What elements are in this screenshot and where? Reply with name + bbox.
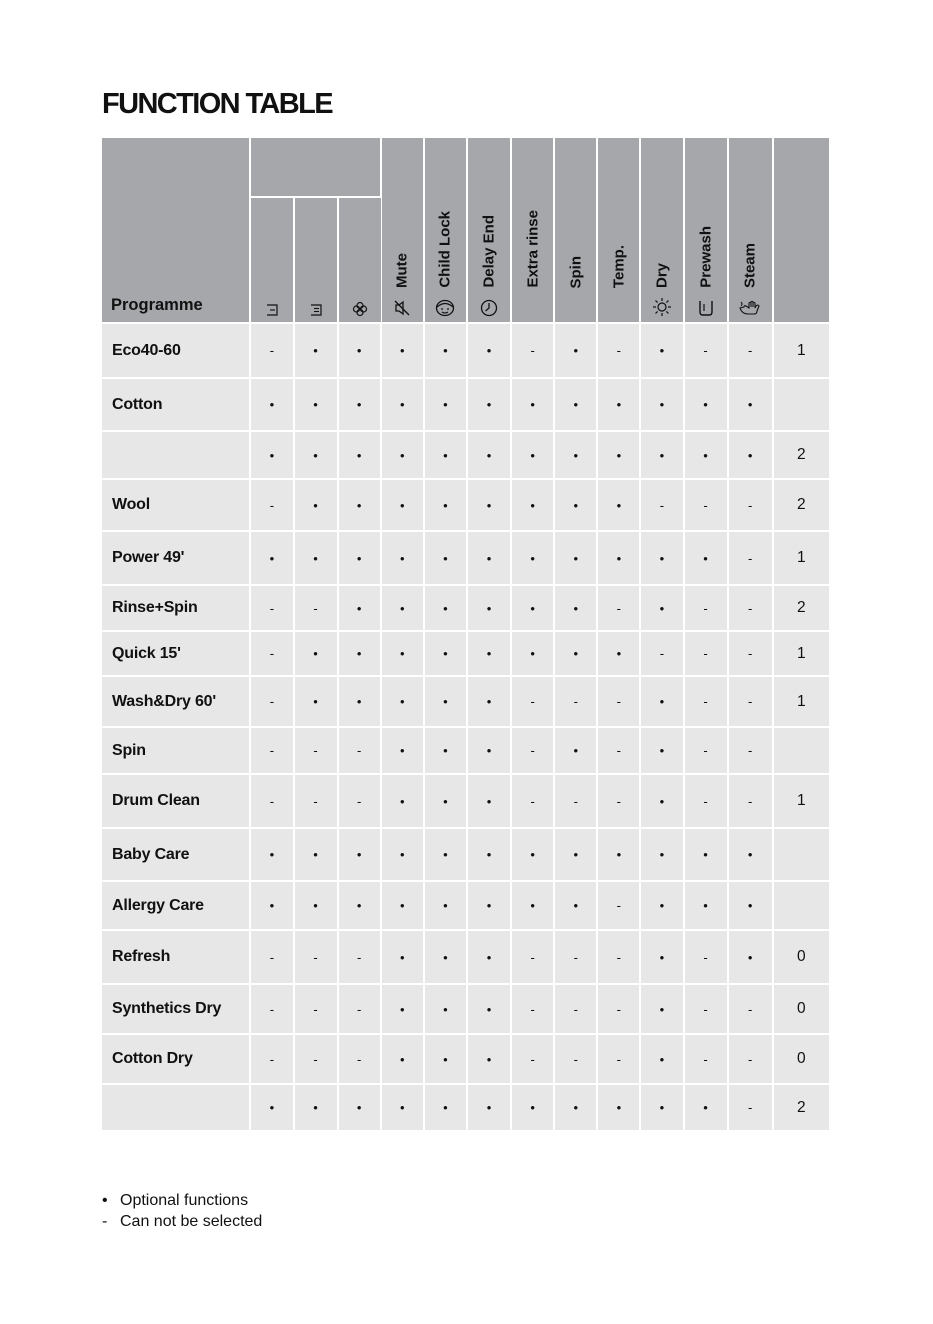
function-cell: • bbox=[381, 585, 424, 631]
function-cell: - bbox=[250, 1034, 293, 1084]
function-cell: • bbox=[424, 881, 467, 930]
function-cell: • bbox=[338, 585, 381, 631]
function-cell: - bbox=[250, 984, 293, 1034]
function-cell: • bbox=[381, 676, 424, 727]
programme-name: Refresh bbox=[102, 930, 250, 984]
function-cell: • bbox=[338, 676, 381, 727]
table-row bbox=[102, 774, 829, 828]
function-cell: - bbox=[684, 585, 728, 631]
function-cell: - bbox=[250, 930, 293, 984]
function-cell: - bbox=[728, 479, 773, 531]
function-cell: • bbox=[554, 531, 597, 585]
function-table bbox=[102, 138, 829, 1132]
function-cell: - bbox=[684, 1034, 728, 1084]
function-cell: • bbox=[381, 727, 424, 774]
function-cell: - bbox=[250, 323, 293, 378]
function-cell: - bbox=[684, 323, 728, 378]
programme-number bbox=[773, 378, 829, 431]
function-cell: - bbox=[554, 984, 597, 1034]
function-cell: - bbox=[250, 479, 293, 531]
table-row bbox=[102, 828, 829, 881]
function-cell: • bbox=[728, 881, 773, 930]
function-cell: • bbox=[338, 479, 381, 531]
function-cell: • bbox=[381, 1084, 424, 1131]
programme-name: Rinse+Spin bbox=[102, 585, 250, 631]
function-cell: - bbox=[684, 479, 728, 531]
function-cell: • bbox=[250, 1084, 293, 1131]
table-row bbox=[102, 531, 829, 585]
function-cell: - bbox=[728, 1034, 773, 1084]
programme-number: 1 bbox=[773, 631, 829, 676]
function-cell: • bbox=[511, 828, 554, 881]
function-cell: • bbox=[294, 479, 338, 531]
function-cell: • bbox=[294, 631, 338, 676]
programme-number: 2 bbox=[773, 1084, 829, 1131]
function-cell: • bbox=[381, 930, 424, 984]
function-cell: - bbox=[511, 727, 554, 774]
function-cell: • bbox=[554, 1084, 597, 1131]
function-cell: - bbox=[554, 930, 597, 984]
compartment-1-header bbox=[250, 197, 293, 323]
function-cell: • bbox=[338, 323, 381, 378]
programme-name: Eco40-60 bbox=[102, 323, 250, 378]
programme-number: 2 bbox=[773, 585, 829, 631]
function-cell: • bbox=[338, 431, 381, 479]
function-cell: • bbox=[640, 323, 683, 378]
table-row bbox=[102, 479, 829, 531]
table-row bbox=[102, 984, 829, 1034]
function-cell: • bbox=[381, 631, 424, 676]
child-face-icon bbox=[435, 299, 455, 317]
function-cell: • bbox=[467, 727, 511, 774]
programme-name bbox=[102, 1084, 250, 1131]
function-cell: • bbox=[338, 1084, 381, 1131]
function-cell: - bbox=[250, 631, 293, 676]
function-cell: • bbox=[640, 930, 683, 984]
function-cell: • bbox=[424, 479, 467, 531]
function-cell: - bbox=[511, 323, 554, 378]
function-cell: • bbox=[381, 431, 424, 479]
programme-name: Allergy Care bbox=[102, 881, 250, 930]
function-cell: • bbox=[294, 323, 338, 378]
function-cell: • bbox=[424, 774, 467, 828]
function-cell: • bbox=[381, 531, 424, 585]
function-cell: - bbox=[684, 631, 728, 676]
function-cell: • bbox=[381, 881, 424, 930]
function-cell: • bbox=[424, 323, 467, 378]
function-cell: • bbox=[640, 585, 683, 631]
function-cell: • bbox=[467, 323, 511, 378]
compartment-2-header bbox=[294, 197, 338, 323]
function-cell: • bbox=[467, 1084, 511, 1131]
child-lock-header: Child Lock bbox=[424, 138, 467, 323]
function-cell: - bbox=[597, 727, 640, 774]
function-cell: • bbox=[250, 431, 293, 479]
function-cell: - bbox=[684, 774, 728, 828]
function-cell: - bbox=[597, 881, 640, 930]
table-row bbox=[102, 1034, 829, 1084]
function-cell: • bbox=[294, 1084, 338, 1131]
function-cell: - bbox=[338, 930, 381, 984]
steam-header: Steam bbox=[728, 138, 773, 323]
function-cell: • bbox=[597, 828, 640, 881]
function-cell: • bbox=[554, 585, 597, 631]
function-cell: - bbox=[684, 930, 728, 984]
function-cell: • bbox=[511, 479, 554, 531]
function-cell: • bbox=[640, 1034, 683, 1084]
function-cell: • bbox=[467, 531, 511, 585]
function-cell: - bbox=[554, 1034, 597, 1084]
function-cell: • bbox=[511, 431, 554, 479]
function-cell: - bbox=[597, 676, 640, 727]
function-cell: - bbox=[294, 727, 338, 774]
function-cell: • bbox=[381, 479, 424, 531]
function-cell: • bbox=[294, 828, 338, 881]
function-cell: • bbox=[467, 585, 511, 631]
function-cell: - bbox=[684, 676, 728, 727]
function-cell: - bbox=[597, 984, 640, 1034]
programme-number: 2 bbox=[773, 479, 829, 531]
function-cell: - bbox=[728, 531, 773, 585]
function-cell: - bbox=[597, 774, 640, 828]
legend bbox=[102, 1190, 262, 1232]
function-cell: • bbox=[467, 378, 511, 431]
function-cell: • bbox=[554, 323, 597, 378]
function-cell: - bbox=[640, 631, 683, 676]
function-cell: • bbox=[511, 585, 554, 631]
programme-number: 1 bbox=[773, 323, 829, 378]
function-cell: • bbox=[467, 479, 511, 531]
function-cell: - bbox=[511, 984, 554, 1034]
function-cell: - bbox=[294, 984, 338, 1034]
compartment-3-header bbox=[338, 197, 381, 323]
function-cell: • bbox=[728, 930, 773, 984]
function-cell: • bbox=[467, 631, 511, 676]
table-row bbox=[102, 585, 829, 631]
function-cell: • bbox=[424, 431, 467, 479]
function-cell: - bbox=[250, 774, 293, 828]
function-cell: - bbox=[728, 323, 773, 378]
function-cell: • bbox=[728, 431, 773, 479]
function-cell: • bbox=[467, 828, 511, 881]
function-cell: • bbox=[554, 828, 597, 881]
function-cell: • bbox=[467, 774, 511, 828]
function-cell: - bbox=[511, 930, 554, 984]
mute-header: Mute bbox=[381, 138, 424, 323]
function-cell: • bbox=[554, 727, 597, 774]
programme-name: Power 49' bbox=[102, 531, 250, 585]
function-cell: • bbox=[640, 1084, 683, 1131]
function-cell: - bbox=[294, 585, 338, 631]
function-cell: - bbox=[684, 984, 728, 1034]
programme-name bbox=[102, 431, 250, 479]
function-cell: • bbox=[554, 431, 597, 479]
function-cell: • bbox=[640, 431, 683, 479]
function-cell: - bbox=[338, 727, 381, 774]
programme-name: Wool bbox=[102, 479, 250, 531]
page-title: FUNCTION TABLE bbox=[102, 88, 332, 120]
programme-name: Cotton bbox=[102, 378, 250, 431]
function-cell: - bbox=[554, 676, 597, 727]
function-cell: • bbox=[250, 531, 293, 585]
function-cell: • bbox=[467, 930, 511, 984]
function-cell: - bbox=[597, 585, 640, 631]
programme-number: 1 bbox=[773, 676, 829, 727]
function-cell: • bbox=[640, 774, 683, 828]
function-cell: • bbox=[294, 881, 338, 930]
table-row bbox=[102, 727, 829, 774]
function-cell: • bbox=[640, 984, 683, 1034]
function-cell: - bbox=[728, 585, 773, 631]
function-cell: - bbox=[338, 1034, 381, 1084]
function-cell: • bbox=[250, 378, 293, 431]
programme-number bbox=[773, 881, 829, 930]
sun-icon bbox=[652, 297, 672, 317]
programme-name: Baby Care bbox=[102, 828, 250, 881]
spin-header: Spin bbox=[554, 138, 597, 323]
function-cell: • bbox=[294, 431, 338, 479]
table-row bbox=[102, 431, 829, 479]
function-cell: • bbox=[467, 431, 511, 479]
function-cell: • bbox=[294, 531, 338, 585]
programme-name: Quick 15' bbox=[102, 631, 250, 676]
function-cell: • bbox=[597, 479, 640, 531]
function-cell: • bbox=[381, 1034, 424, 1084]
extra-rinse-header: Extra rinse bbox=[511, 138, 554, 323]
function-cell: • bbox=[467, 984, 511, 1034]
function-cell: • bbox=[424, 930, 467, 984]
programme-name: Synthetics Dry bbox=[102, 984, 250, 1034]
function-cell: • bbox=[597, 631, 640, 676]
function-cell: - bbox=[597, 1034, 640, 1084]
function-cell: • bbox=[250, 881, 293, 930]
function-cell: • bbox=[467, 1034, 511, 1084]
programme-name: Wash&Dry 60' bbox=[102, 676, 250, 727]
function-cell: - bbox=[684, 727, 728, 774]
table-row bbox=[102, 881, 829, 930]
function-cell: - bbox=[294, 930, 338, 984]
softener-flower-icon bbox=[352, 301, 368, 317]
function-cell: • bbox=[554, 881, 597, 930]
function-cell: - bbox=[294, 1034, 338, 1084]
clock-icon bbox=[480, 299, 498, 317]
programme-number: 1 bbox=[773, 531, 829, 585]
function-cell: - bbox=[338, 984, 381, 1034]
function-cell: • bbox=[424, 378, 467, 431]
table-row bbox=[102, 323, 829, 378]
programme-number bbox=[773, 828, 829, 881]
function-cell: - bbox=[250, 585, 293, 631]
function-cell: • bbox=[597, 531, 640, 585]
function-cell: - bbox=[294, 774, 338, 828]
function-cell: • bbox=[424, 1034, 467, 1084]
programme-name: Cotton Dry bbox=[102, 1034, 250, 1084]
function-cell: • bbox=[684, 828, 728, 881]
function-cell: • bbox=[467, 881, 511, 930]
function-cell: • bbox=[338, 631, 381, 676]
mainwash-tub-icon bbox=[309, 303, 323, 317]
function-cell: • bbox=[728, 828, 773, 881]
function-cell: • bbox=[294, 676, 338, 727]
programme-name: Spin bbox=[102, 727, 250, 774]
detergent-group-header bbox=[250, 138, 380, 197]
function-cell: • bbox=[597, 378, 640, 431]
function-cell: • bbox=[424, 828, 467, 881]
number-header bbox=[773, 138, 829, 323]
table-row bbox=[102, 631, 829, 676]
function-cell: • bbox=[381, 984, 424, 1034]
function-cell: • bbox=[424, 1084, 467, 1131]
function-cell: - bbox=[728, 1084, 773, 1131]
programme-number: 2 bbox=[773, 431, 829, 479]
dry-header: Dry bbox=[640, 138, 683, 323]
function-cell: • bbox=[424, 676, 467, 727]
function-cell: • bbox=[424, 585, 467, 631]
function-cell: • bbox=[554, 479, 597, 531]
function-cell: • bbox=[250, 828, 293, 881]
programme-header: Programme bbox=[102, 138, 250, 323]
function-cell: - bbox=[250, 727, 293, 774]
prewash-tub-icon bbox=[265, 303, 279, 317]
function-cell: • bbox=[511, 881, 554, 930]
function-cell: • bbox=[511, 531, 554, 585]
function-cell: - bbox=[597, 930, 640, 984]
function-cell: - bbox=[338, 774, 381, 828]
table-row bbox=[102, 676, 829, 727]
function-cell: • bbox=[511, 631, 554, 676]
prewash-header: Prewash bbox=[684, 138, 728, 323]
function-cell: - bbox=[728, 774, 773, 828]
function-cell: • bbox=[684, 881, 728, 930]
function-cell: - bbox=[728, 727, 773, 774]
function-cell: • bbox=[338, 378, 381, 431]
function-cell: • bbox=[728, 378, 773, 431]
function-cell: - bbox=[554, 774, 597, 828]
function-cell: • bbox=[554, 631, 597, 676]
table-row bbox=[102, 930, 829, 984]
function-cell: • bbox=[597, 1084, 640, 1131]
temp-header: Temp. bbox=[597, 138, 640, 323]
function-cell: • bbox=[424, 631, 467, 676]
function-cell: • bbox=[467, 676, 511, 727]
table-row bbox=[102, 1084, 829, 1131]
function-cell: - bbox=[511, 774, 554, 828]
function-cell: - bbox=[728, 676, 773, 727]
function-cell: • bbox=[338, 828, 381, 881]
function-cell: • bbox=[381, 323, 424, 378]
programme-number: 0 bbox=[773, 930, 829, 984]
function-cell: • bbox=[424, 727, 467, 774]
function-cell: • bbox=[338, 881, 381, 930]
programme-number bbox=[773, 727, 829, 774]
function-cell: • bbox=[640, 378, 683, 431]
function-cell: • bbox=[684, 1084, 728, 1131]
function-cell: - bbox=[728, 984, 773, 1034]
function-cell: • bbox=[597, 431, 640, 479]
function-cell: • bbox=[294, 378, 338, 431]
delay-end-header: Delay End bbox=[467, 138, 511, 323]
programme-number: 1 bbox=[773, 774, 829, 828]
function-cell: • bbox=[338, 531, 381, 585]
speaker-mute-icon bbox=[393, 299, 411, 317]
legend-item-not-selectable: - Can not be selected bbox=[102, 1213, 263, 1230]
function-cell: - bbox=[511, 1034, 554, 1084]
function-cell: • bbox=[424, 984, 467, 1034]
function-cell: • bbox=[640, 727, 683, 774]
function-cell: • bbox=[554, 378, 597, 431]
function-cell: • bbox=[640, 881, 683, 930]
programme-name: Drum Clean bbox=[102, 774, 250, 828]
function-cell: • bbox=[684, 431, 728, 479]
prewash-bucket-icon bbox=[698, 299, 714, 317]
function-cell: • bbox=[381, 828, 424, 881]
steam-hand-icon bbox=[738, 299, 762, 317]
function-cell: • bbox=[381, 378, 424, 431]
function-cell: • bbox=[640, 828, 683, 881]
function-cell: • bbox=[381, 774, 424, 828]
function-cell: - bbox=[597, 323, 640, 378]
programme-number: 0 bbox=[773, 1034, 829, 1084]
function-cell: • bbox=[684, 531, 728, 585]
function-cell: • bbox=[511, 1084, 554, 1131]
function-cell: • bbox=[684, 378, 728, 431]
function-cell: • bbox=[511, 378, 554, 431]
programme-number: 0 bbox=[773, 984, 829, 1034]
function-cell: • bbox=[640, 676, 683, 727]
function-cell: - bbox=[728, 631, 773, 676]
function-cell: • bbox=[640, 531, 683, 585]
legend-item-optional: • Optional functions bbox=[102, 1192, 249, 1209]
function-cell: - bbox=[250, 676, 293, 727]
function-cell: • bbox=[424, 531, 467, 585]
function-cell: - bbox=[640, 479, 683, 531]
table-row bbox=[102, 378, 829, 431]
function-cell: - bbox=[511, 676, 554, 727]
